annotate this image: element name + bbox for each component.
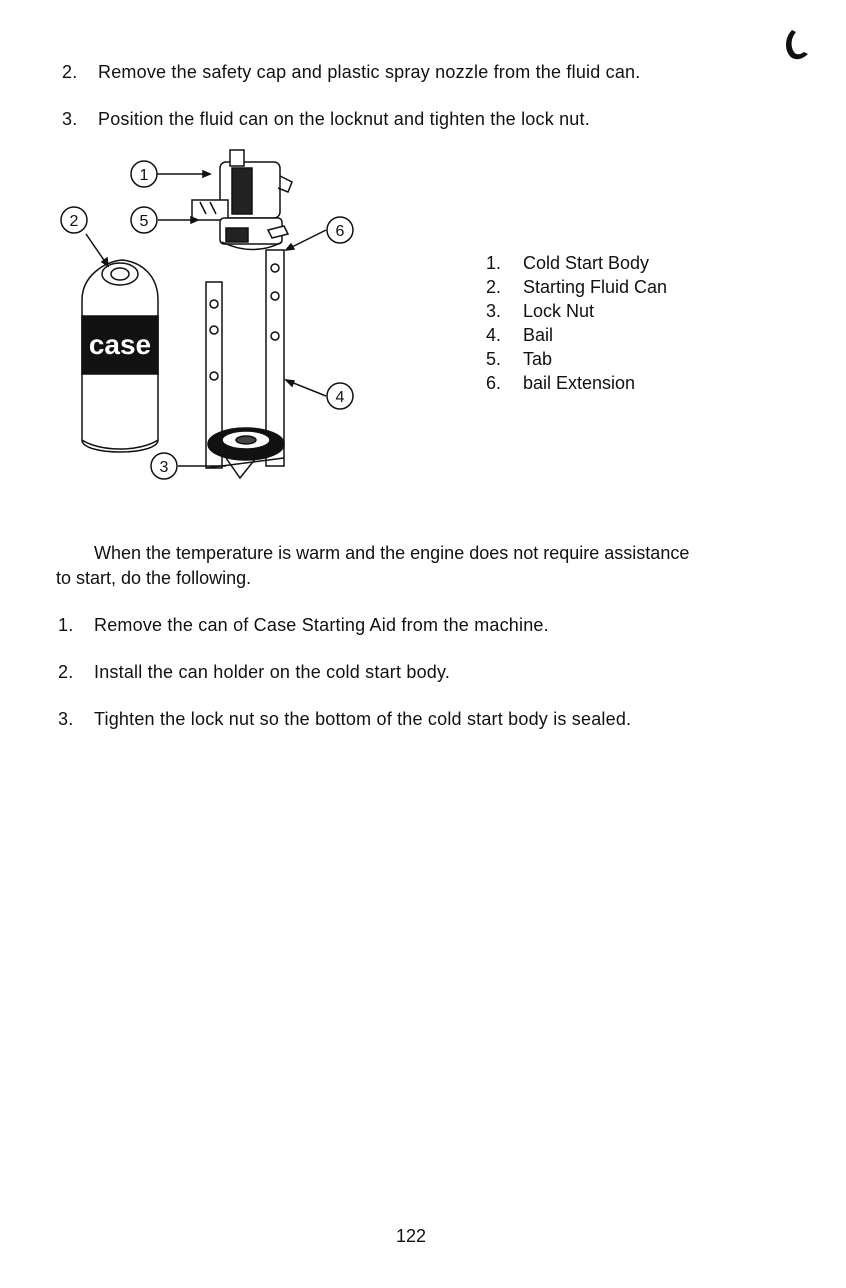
legend-label: bail Extension bbox=[523, 373, 636, 393]
cold-start-assembly-illustration bbox=[60, 140, 390, 500]
legend-number: 5. bbox=[486, 349, 502, 369]
lock-nut bbox=[208, 428, 284, 478]
legend-label: Lock Nut bbox=[523, 301, 595, 321]
step-text: Install the can holder on the cold start body. bbox=[94, 662, 451, 682]
callout-2: 2 bbox=[69, 213, 79, 230]
callout-1: 1 bbox=[139, 167, 149, 184]
legend-label: Bail bbox=[523, 325, 554, 345]
legend-label: Starting Fluid Can bbox=[523, 277, 668, 297]
callout-3: 3 bbox=[159, 459, 169, 476]
legend-number: 3. bbox=[486, 301, 502, 321]
intro-paragraph bbox=[56, 541, 776, 591]
legend-label: Tab bbox=[523, 349, 553, 369]
legend-label: Cold Start Body bbox=[523, 253, 650, 273]
legend-number: 2. bbox=[486, 277, 502, 297]
step-text: Remove the safety cap and plastic spray nozzle from the fluid can. bbox=[98, 62, 641, 82]
step-text: Remove the can of Case Starting Aid from the machine. bbox=[94, 615, 549, 635]
legend-number: 1. bbox=[486, 253, 502, 273]
step-number: 3. bbox=[58, 709, 74, 729]
legend-number: 6. bbox=[486, 373, 502, 393]
paragraph-line-2: to start, do the following. bbox=[56, 568, 252, 588]
step-text: Position the fluid can on the locknut and tighten the lock nut. bbox=[98, 109, 590, 129]
step-number: 3. bbox=[62, 109, 78, 129]
step-number: 2. bbox=[62, 62, 78, 82]
legend-number: 4. bbox=[486, 325, 502, 345]
callout-6: 6 bbox=[335, 223, 345, 240]
step-number: 1. bbox=[58, 615, 74, 635]
page-number: 122 bbox=[396, 1226, 427, 1246]
step-number: 2. bbox=[58, 662, 74, 682]
callout-5: 5 bbox=[139, 213, 149, 230]
callout-4: 4 bbox=[335, 389, 345, 406]
step-text: Tighten the lock nut so the bottom of the cold start body is sealed. bbox=[94, 709, 632, 729]
corner-mark bbox=[780, 28, 810, 62]
paragraph-line-1: When the temperature is warm and the engine does not require assistance bbox=[94, 543, 690, 563]
cold-start-body bbox=[192, 150, 292, 250]
can-brand-logo: case bbox=[88, 329, 152, 360]
